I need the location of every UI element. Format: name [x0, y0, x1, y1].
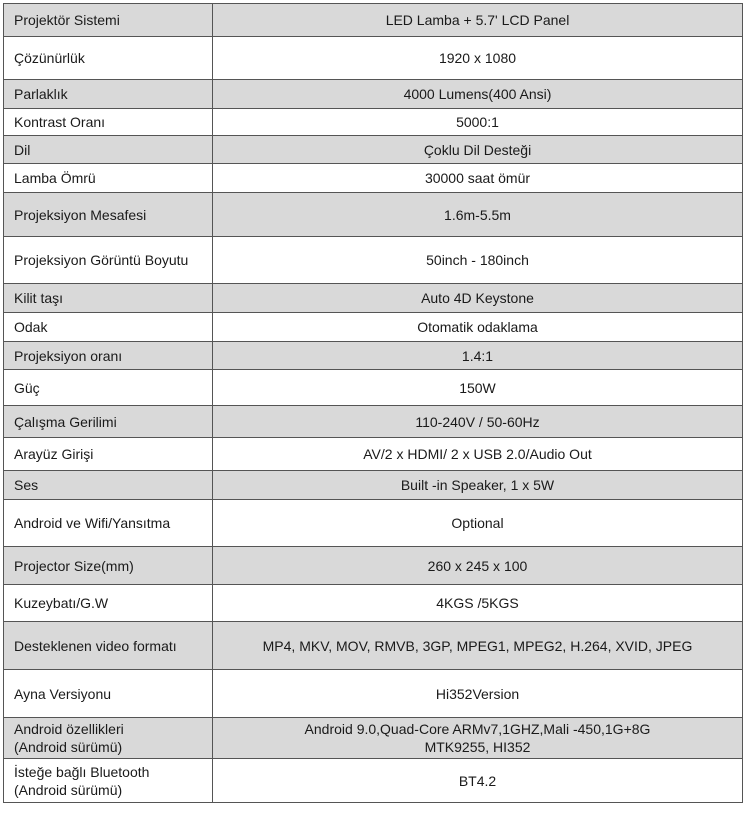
spec-value [213, 759, 743, 803]
spec-value-text: Built -in Speaker, 1 x 5W [400, 477, 555, 493]
table-row [4, 585, 743, 622]
spec-value-text: 30000 saat ömür [424, 170, 531, 186]
spec-value [213, 370, 743, 406]
spec-value [213, 313, 743, 342]
table-row [4, 237, 743, 284]
spec-label [4, 164, 213, 193]
spec-label-text: Dil [14, 141, 31, 158]
spec-value [213, 500, 743, 547]
spec-label [4, 284, 213, 313]
spec-label-text: Kuzeybatı/G.W [14, 595, 109, 611]
spec-value-text: 4KGS /5KGS [436, 595, 519, 611]
spec-label [4, 585, 213, 622]
spec-label [4, 37, 213, 80]
spec-value-text: 1920 x 1080 [438, 50, 517, 66]
table-row [4, 471, 743, 500]
spec-value [213, 164, 743, 193]
spec-label-text: Kontrast Oranı [14, 114, 106, 130]
spec-label-text: Çalışma Gerilimi [14, 413, 117, 430]
spec-label [4, 80, 213, 109]
spec-value-text: 150W [459, 379, 496, 396]
spec-value-text: MP4, MKV, MOV, RMVB, 3GP, MPEG1, MPEG2, H.264, XVID, JPEG [262, 637, 693, 654]
spec-value [213, 585, 743, 622]
spec-label-text: Desteklenen video formatı [14, 637, 177, 654]
table-row [4, 37, 743, 80]
spec-label-text: Projektör Sistemi [14, 12, 120, 28]
table-row [4, 136, 743, 164]
spec-value-subtext: MTK9255, HI352 [424, 739, 531, 755]
spec-value-text: Çoklu Dil Desteği [423, 141, 532, 158]
spec-label [4, 109, 213, 136]
spec-value [213, 136, 743, 164]
spec-value [213, 670, 743, 718]
spec-label [4, 759, 213, 803]
spec-value-text: Hi352Version [435, 685, 520, 702]
table-row [4, 284, 743, 313]
table-row [4, 109, 743, 136]
spec-label-text: Android ve Wifi/Yansıtma [14, 515, 171, 531]
spec-label [4, 237, 213, 284]
spec-value [213, 193, 743, 237]
spec-label [4, 471, 213, 500]
table-row [4, 547, 743, 585]
spec-value-text: AV/2 x HDMI/ 2 x USB 2.0/Audio Out [363, 446, 592, 462]
spec-value-text: 1.6m-5.5m [444, 206, 511, 223]
spec-label-subtext: (Android sürümü) [14, 739, 123, 755]
table-row [4, 670, 743, 718]
spec-label-text: Ses [14, 477, 39, 493]
spec-value-text: 110-240V / 50-60Hz [415, 413, 540, 430]
spec-table [3, 3, 743, 803]
spec-label-text: Kilit taşı [14, 290, 64, 306]
spec-label [4, 193, 213, 237]
spec-value [213, 37, 743, 80]
spec-value [213, 471, 743, 500]
spec-label [4, 342, 213, 370]
spec-label [4, 500, 213, 547]
spec-value-text: 50inch - 180inch [426, 252, 529, 268]
spec-label-text: Projector Size(mm) [14, 557, 134, 574]
spec-value-text: Android 9.0,Quad-Core ARMv7,1GHZ,Mali -450,1G+8G [304, 721, 651, 737]
spec-value-text: 260 x 245 x 100 [427, 557, 528, 574]
spec-label-text: Android özellikleri [14, 721, 124, 737]
spec-label-text: Lamba Ömrü [14, 170, 96, 186]
spec-label-text: Çözünürlük [14, 50, 85, 66]
spec-label-text: Arayüz Girişi [14, 446, 94, 462]
spec-label-text: Odak [14, 319, 48, 335]
spec-label [4, 370, 213, 406]
spec-value-text: Otomatik odaklama [417, 319, 538, 335]
spec-label-subtext: (Android sürümü) [14, 781, 123, 798]
spec-label [4, 136, 213, 164]
spec-label [4, 4, 213, 37]
table-row [4, 438, 743, 471]
table-row [4, 313, 743, 342]
table-row [4, 500, 743, 547]
table-row [4, 193, 743, 237]
spec-label-text: Projeksiyon Görüntü Boyutu [14, 252, 189, 268]
table-row [4, 718, 743, 759]
spec-value-text: Optional [451, 515, 504, 531]
spec-value-text: LED Lamba + 5.7' LCD Panel [385, 12, 570, 28]
spec-value-text: BT4.2 [458, 772, 497, 789]
spec-label [4, 313, 213, 342]
spec-label [4, 622, 213, 670]
spec-label-text: Parlaklık [14, 86, 68, 102]
spec-label [4, 547, 213, 585]
spec-value [213, 342, 743, 370]
spec-value-text: 1.4:1 [461, 347, 494, 364]
spec-value [213, 80, 743, 109]
spec-label-text: Projeksiyon oranı [14, 347, 123, 364]
table-row [4, 759, 743, 803]
spec-value [213, 284, 743, 313]
table-row [4, 80, 743, 109]
spec-label-text: Projeksiyon Mesafesi [14, 206, 147, 223]
table-row [4, 342, 743, 370]
spec-value [213, 438, 743, 471]
spec-value [213, 237, 743, 284]
spec-value [213, 406, 743, 438]
spec-label-text: Güç [14, 379, 40, 396]
spec-label-text: İsteğe bağlı Bluetooth [14, 763, 150, 780]
spec-value [213, 109, 743, 136]
spec-value-text: Auto 4D Keystone [421, 290, 534, 306]
spec-value-text: 4000 Lumens(400 Ansi) [403, 86, 552, 102]
table-row [4, 406, 743, 438]
spec-label [4, 406, 213, 438]
spec-value-text: 5000:1 [456, 114, 499, 130]
table-row [4, 370, 743, 406]
spec-table-body [4, 4, 743, 803]
spec-label [4, 718, 213, 759]
spec-label-text: Ayna Versiyonu [14, 685, 112, 702]
spec-label [4, 670, 213, 718]
spec-value [213, 718, 743, 759]
table-row [4, 622, 743, 670]
spec-label [4, 438, 213, 471]
table-row [4, 4, 743, 37]
spec-value [213, 547, 743, 585]
spec-value [213, 622, 743, 670]
table-row [4, 164, 743, 193]
spec-value [213, 4, 743, 37]
